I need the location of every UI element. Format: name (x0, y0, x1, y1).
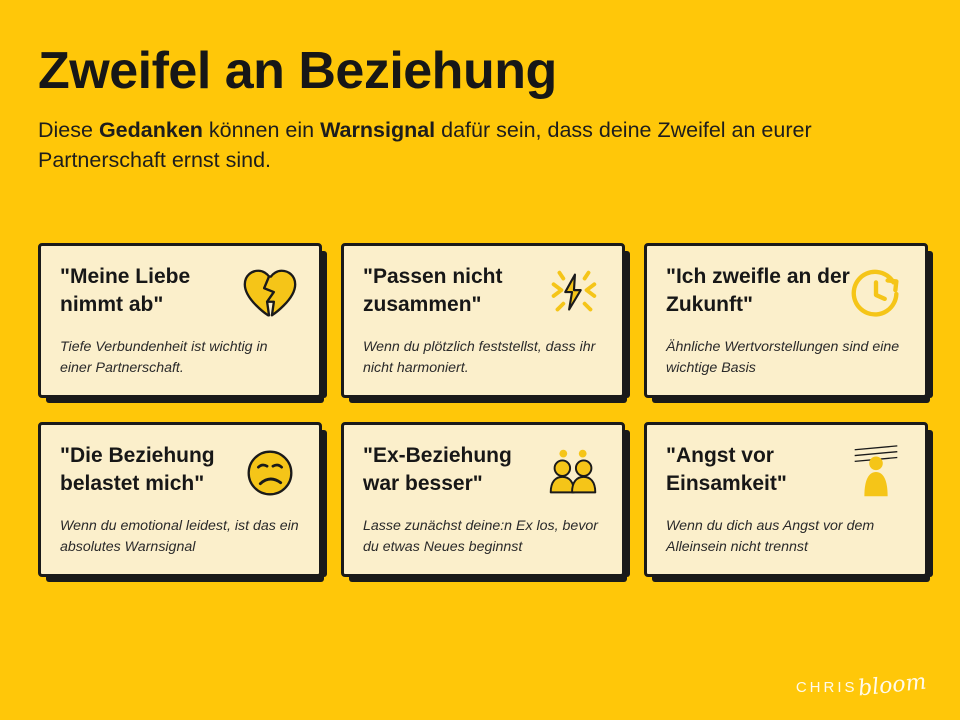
watermark-main-text: CHRIS (795, 679, 858, 696)
card-description: Lasse zunächst deine:n Ex los, bevor du etwas Neues beginnst (363, 518, 599, 555)
lightning-clash-icon (542, 263, 604, 325)
card-description: Wenn du plötzlich feststellst, dass ihr nicht harmoniert. (363, 339, 596, 376)
sad-face-icon (239, 442, 301, 504)
card-item (644, 422, 928, 577)
card-header (666, 442, 909, 516)
subtitle-text-3: dafür sein, dass deine Zweifel an eurer Partnerschaft ernst sind. (38, 117, 812, 173)
couple-icon (542, 442, 604, 504)
card-item (644, 243, 928, 398)
card-header (363, 442, 606, 516)
card-header (60, 442, 303, 516)
card-grid (38, 243, 928, 577)
card-title: "Angst vor Einsamkeit" (666, 444, 787, 495)
card-description: Ähnliche Wertvorstellungen sind eine wichtige Basis (666, 339, 900, 376)
page-title: Zweifel an Beziehung (38, 42, 557, 100)
card-description: Wenn du emotional leidest, ist das ein absolutes Warnsignal (60, 518, 299, 555)
brand-watermark (795, 669, 928, 702)
subtitle-text-1: Diese (38, 117, 99, 142)
card-header (60, 263, 303, 337)
card-description: Wenn du dich aus Angst vor dem Alleinsein nicht trennst (666, 518, 875, 555)
card-item (38, 422, 322, 577)
clock-refresh-icon (845, 263, 907, 325)
card-item (38, 243, 322, 398)
card-title: "Die Beziehung belastet mich" (60, 444, 215, 495)
watermark-script-text: bloom (856, 669, 928, 702)
card-header (666, 263, 909, 337)
card-title: "Ex-Beziehung war besser" (363, 444, 512, 495)
subtitle-bold-1: Gedanken (98, 117, 203, 142)
lonely-person-icon (845, 442, 907, 504)
page-subtitle (38, 115, 828, 176)
subtitle-bold-2: Warnsignal (320, 117, 436, 142)
card-item (341, 422, 625, 577)
subtitle-text-2: können ein (202, 117, 321, 142)
card-header (363, 263, 606, 337)
card-title: "Meine Liebe nimmt ab" (60, 265, 191, 316)
card-item (341, 243, 625, 398)
card-title: "Ich zweifle an der Zukunft" (666, 265, 850, 316)
card-description: Tiefe Verbundenheit ist wichtig in einer Partnerschaft. (60, 339, 268, 376)
broken-heart-icon (239, 263, 301, 325)
card-title: "Passen nicht zusammen" (363, 265, 503, 316)
